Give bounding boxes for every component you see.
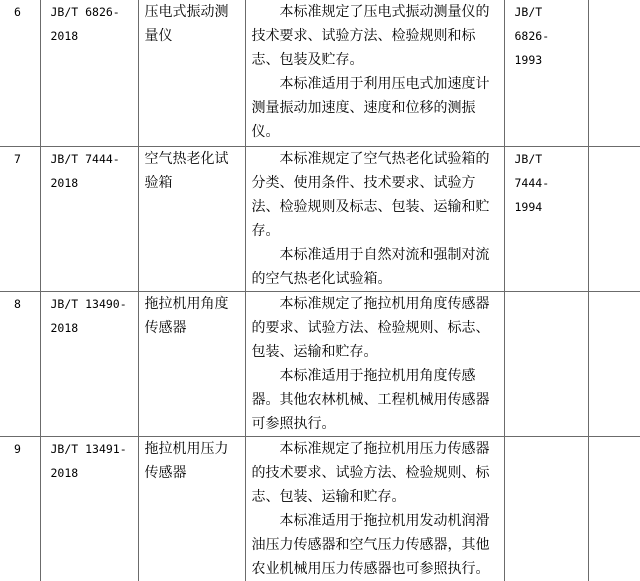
description-paragraph: 本标准适用于拖拉机用角度传感器。其他农林机械、工程机械用传感器可参照执行。 [251,367,490,432]
standard-description [245,436,504,581]
row-number: 6 [0,0,40,146]
description-paragraph: 本标准规定了拖拉机用压力传感器的技术要求、试验方法、检验规则、标志、包装、运输和贮存。 [251,440,490,505]
table-row [0,0,640,146]
standard-code [40,291,138,436]
table-row [0,436,640,581]
standard-code-line: 2018 [50,29,79,43]
replaced-standard-line: 1994 [514,199,543,214]
empty-cell [588,146,640,291]
standard-name: 空气热老化试验箱 [138,146,245,291]
standard-description [245,291,504,436]
table-row [0,146,640,291]
standard-code [40,146,138,291]
standard-code [40,0,138,146]
standard-code-line: JB/T 13490- [50,296,127,311]
description-paragraph: 本标准适用于自然对流和强制对流的空气热老化试验箱。 [251,246,490,287]
replaced-standard [504,291,588,436]
table-row [0,291,640,436]
empty-cell [588,291,640,436]
standard-code [40,436,138,581]
replaced-standard [504,436,588,581]
standard-code-line: 2018 [50,175,79,190]
description-paragraph: 本标准规定了空气热老化试验箱的分类、使用条件、技术要求、试验方法、检验规则及标志、包装、运输和贮存。 [251,150,490,239]
replaced-standard-line: JB/T 7444- [514,151,550,190]
replaced-standard-line: 1993 [514,53,543,67]
row-number: 7 [0,146,40,291]
standard-name: 拖拉机用角度传感器 [138,291,245,436]
standard-code-line: JB/T 7444- [50,151,120,166]
empty-cell [588,436,640,581]
row-number: 9 [0,436,40,581]
standard-code-line: JB/T 6826- [50,5,120,19]
description-paragraph: 本标准规定了拖拉机用角度传感器的要求、试验方法、检验规则、标志、包装、运输和贮存。 [251,295,490,360]
standard-code-line: 2018 [50,320,79,335]
standard-name: 压电式振动测量仪 [138,0,245,146]
standard-description [245,146,504,291]
standard-description [245,0,504,146]
description-paragraph: 本标准规定了压电式振动测量仪的技术要求、试验方法、检验规则和标志、包装及贮存。 [251,4,490,68]
replaced-standard-line: JB/T 6826- [514,5,550,43]
description-paragraph: 本标准适用于利用压电式加速度计测量振动加速度、速度和位移的测振仪。 [251,76,490,140]
replaced-standard [504,146,588,291]
description-paragraph: 本标准适用于拖拉机用发动机润滑油压力传感器和空气压力传感器，其他农业机械用压力传感器也可参照执行。 [251,512,490,577]
row-number: 8 [0,291,40,436]
empty-cell [588,0,640,146]
replaced-standard [504,0,588,146]
standard-code-line: JB/T 13491- [50,441,127,456]
standard-code-line: 2018 [50,465,79,480]
standard-name: 拖拉机用压力传感器 [138,436,245,581]
